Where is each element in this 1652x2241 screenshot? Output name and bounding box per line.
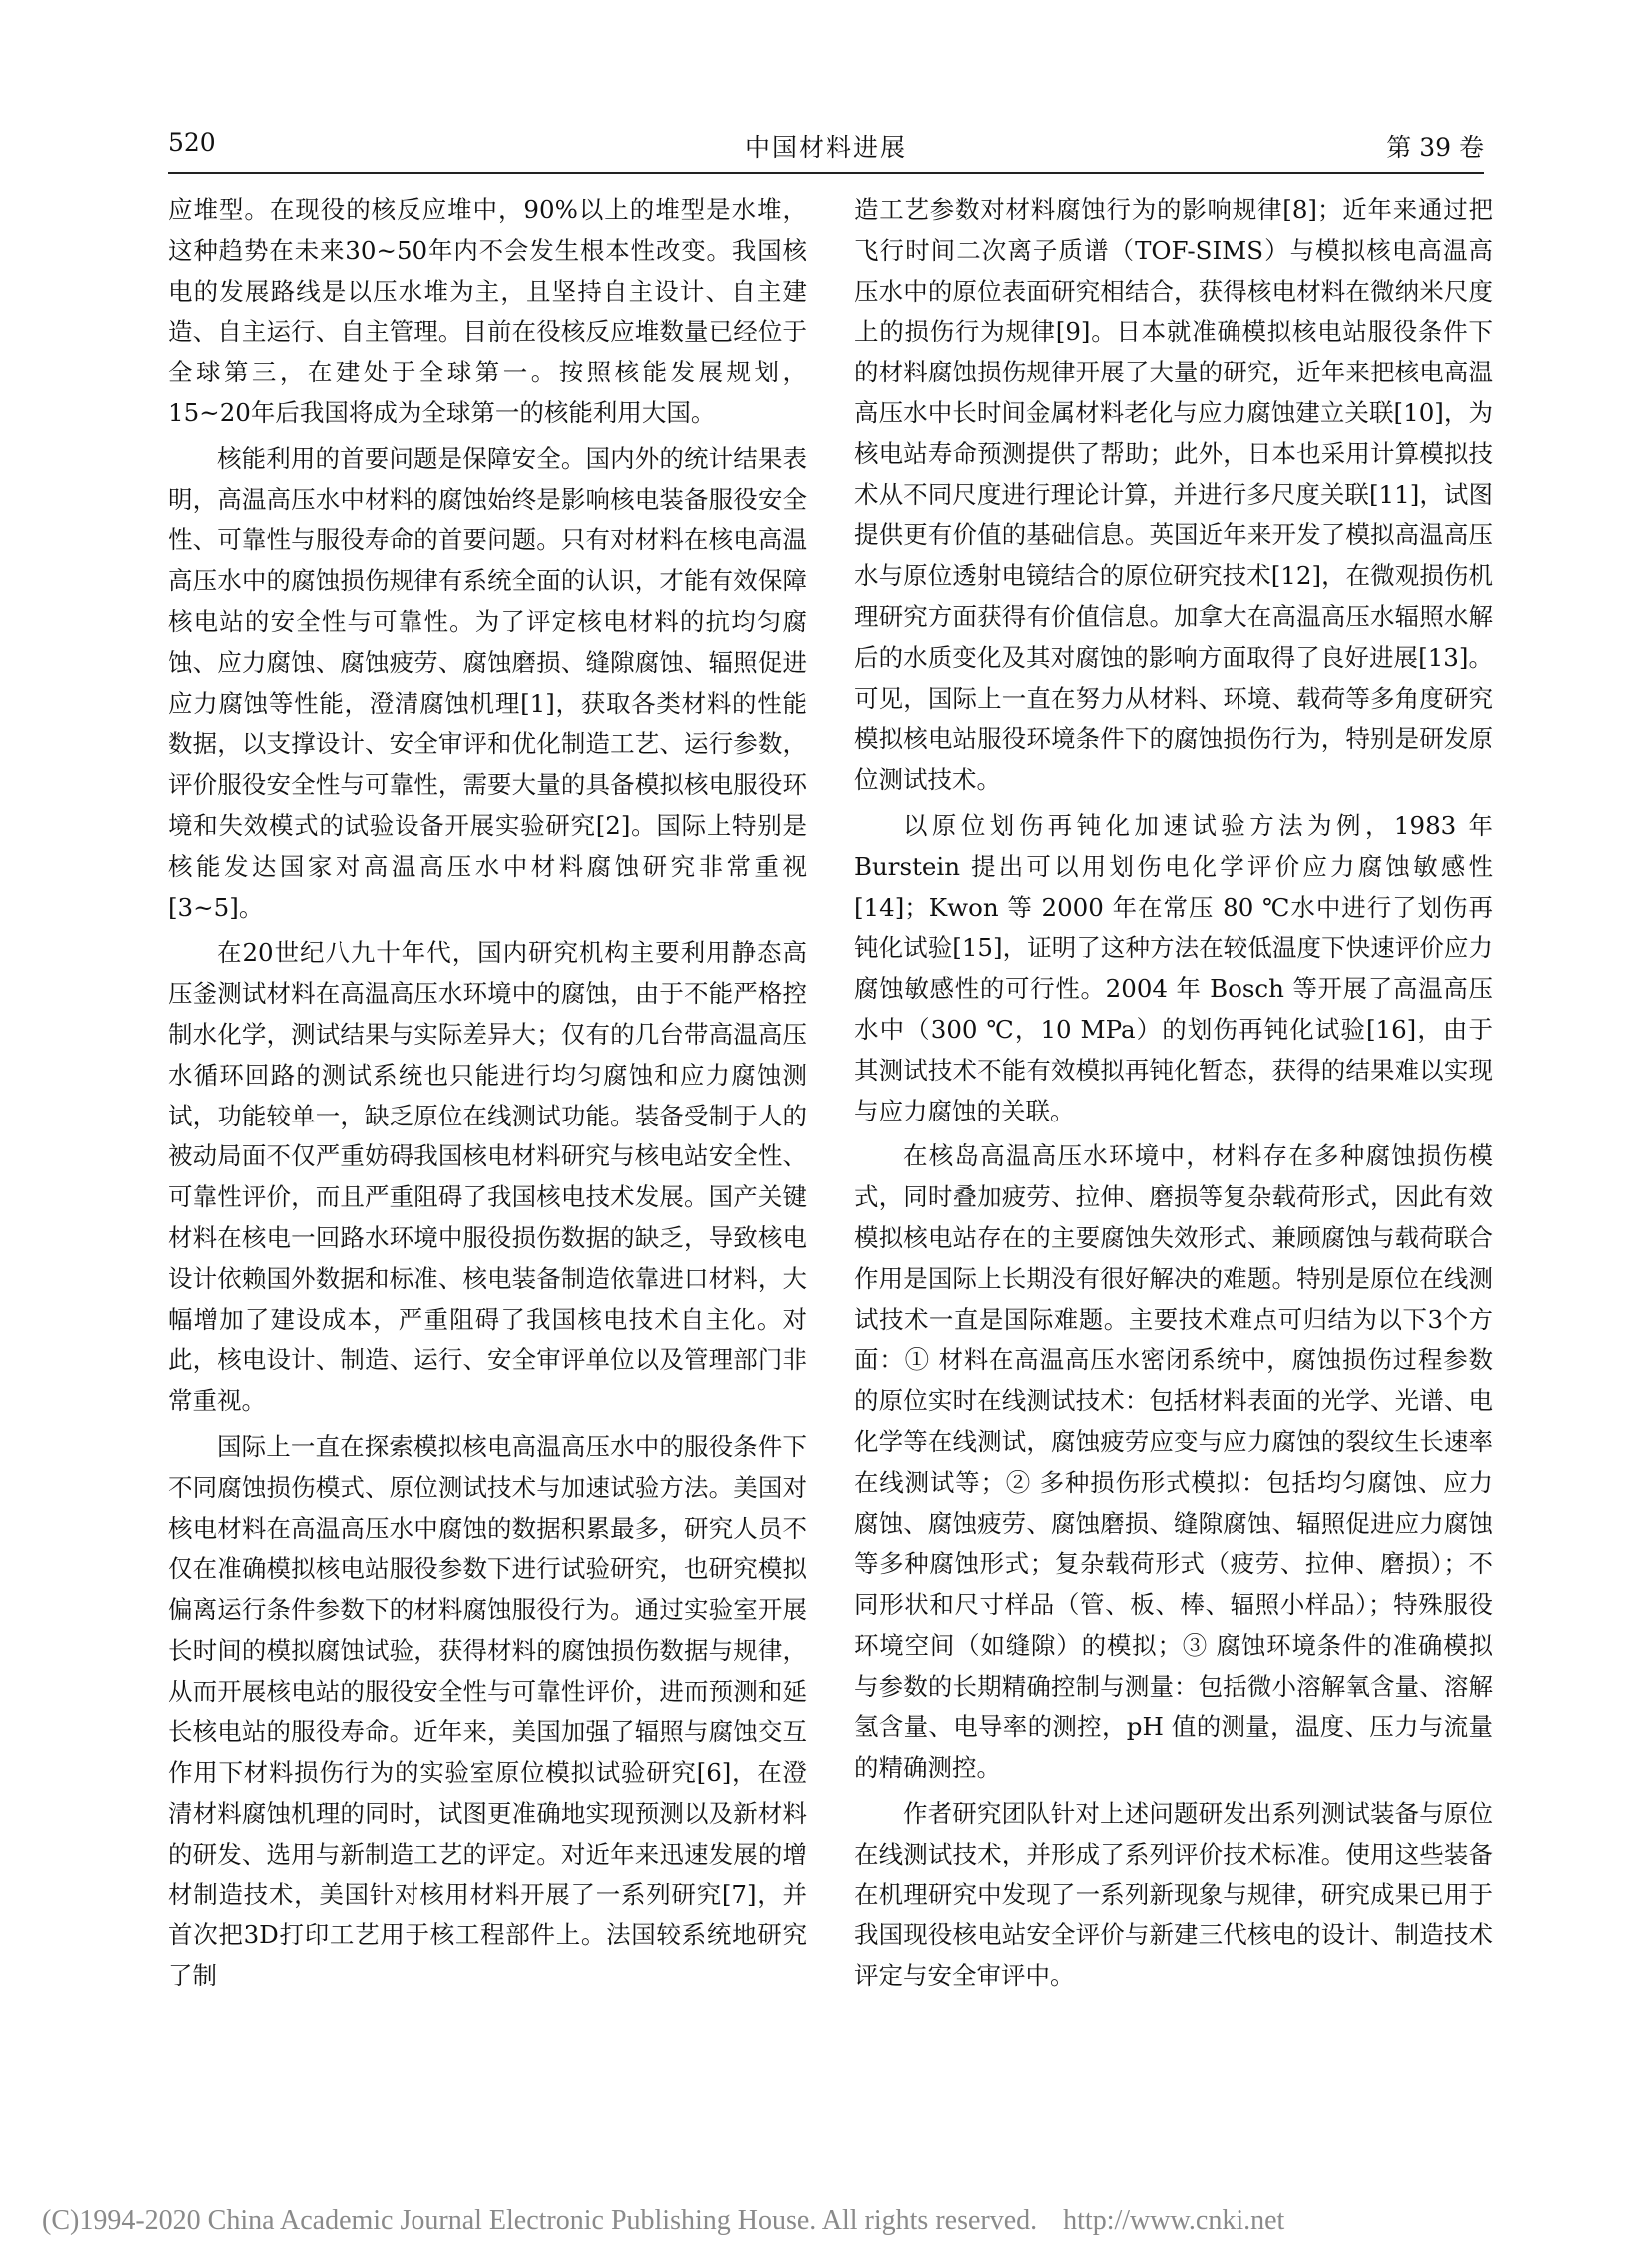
left-column <box>168 190 807 2002</box>
right-paragraph-1: 造工艺参数对材料腐蚀行为的影响规律[8]；近年来通过把飞行时间二次离子质谱（TOF-SIMS）与模拟核电高温高压水中的原位表面研究相结合，获得核电材料在微纳米尺度上的损伤行为规律[9]。日本就准确模拟核电站服役条件下的材料腐蚀损伤规律开展了大量的研究，近年来把核电高温高压水中长时间金属材料老化与应力腐蚀建立关联[10]，为核电站寿命预测提供了帮助；此外，日本也采用计算模拟技术从不同尺度进行理论计算，并进行多尺度关联[11]，试图提供更有价值的基础信息。英国近年来开发了模拟高温高压水与原位透射电镜结合的原位研究技术[12]，在微观损伤机理研究方面获得有价值信息。加拿大在高温高压水辐照水解后的水质变化及其对腐蚀的影响方面取得了良好进展[13]。可见，国际上一直在努力从材料、环境、载荷等多角度研究模拟核电站服役环境条件下的腐蚀损伤行为，特别是研发原位测试技术。 <box>854 195 1493 795</box>
running-header <box>168 128 1484 172</box>
copyright-footer <box>42 2205 1284 2237</box>
left-paragraph-2: 核能利用的首要问题是保障安全。国内外的统计结果表明，高温高压水中材料的腐蚀始终是影响核电装备服役安全性、可靠性与服役寿命的首要问题。只有对材料在核电高温高压水中的腐蚀损伤规律有系统全面的认识，才能有效保障核电站的安全性与可靠性。为了评定核电材料的抗均匀腐蚀、应力腐蚀、腐蚀疲劳、腐蚀磨损、缝隙腐蚀、辐照促进应力腐蚀等性能，澄清腐蚀机理[1]，获取各类材料的性能数据，以支撑设计、安全审评和优化制造工艺、运行参数，评价服役安全性与可靠性，需要大量的具备模拟核电服役环境和失效模式的试验设备开展实验研究[2]。国际上特别是核能发达国家对高温高压水中材料腐蚀研究非常重视[3~5]。 <box>168 443 807 922</box>
left-paragraph-3: 在20世纪八九十年代，国内研究机构主要利用静态高压釜测试材料在高温高压水环境中的腐蚀，由于不能严格控制水化学，测试结果与实际差异大；仅有的几台带高温高压水循环回路的测试系统也只能进行均匀腐蚀和应力腐蚀测试，功能较单一，缺乏原位在线测试功能。装备受制于人的被动局面不仅严重妨碍我国核电材料研究与核电站安全性、可靠性评价，而且严重阻碍了我国核电技术发展。国产关键材料在核电一回路水环境中服役损伤数据的缺乏，导致核电设计依赖国外数据和标准、核电装备制造依靠进口材料，大幅增加了建设成本，严重阻碍了我国核电技术自主化。对此，核电设计、制造、运行、安全审评单位以及管理部门非常重视。 <box>168 938 807 1416</box>
right-column <box>854 190 1493 2002</box>
copyright-text: (C)1994-2020 China Academic Journal Electronic Publishing House. All rights reserved. <box>42 2205 1038 2236</box>
volume-label: 第 39 卷 <box>1386 133 1484 162</box>
header-rule <box>168 172 1484 174</box>
right-paragraph-4: 作者研究团队针对上述问题研发出系列测试装备与原位在线测试技术，并形成了系列评价技术标准。使用这些装备在机理研究中发现了一系列新现象与规律，研究成果已用于我国现役核电站安全评价与新建三代核电的设计、制造技术评定与安全审评中。 <box>854 1799 1493 1991</box>
footer-url: http://www.cnki.net <box>1063 2205 1285 2236</box>
journal-title: 中国材料进展 <box>744 133 907 162</box>
page-number: 520 <box>168 128 216 157</box>
left-paragraph-4: 国际上一直在探索模拟核电高温高压水中的服役条件下不同腐蚀损伤模式、原位测试技术与加速试验方法。美国对核电材料在高温高压水中腐蚀的数据积累最多，研究人员不仅在准确模拟核电站服役参数下进行试验研究，也研究模拟偏离运行条件参数下的材料腐蚀服役行为。通过实验室开展长时间的模拟腐蚀试验，获得材料的腐蚀损伤数据与规律，从而开展核电站的服役安全性与可靠性评价，进而预测和延长核电站的服役寿命。近年来，美国加强了辐照与腐蚀交互作用下材料损伤行为的实验室原位模拟试验研究[6]，在澄清材料腐蚀机理的同时，试图更准确地实现预测以及新材料的研发、选用与新制造工艺的评定。对近年来迅速发展的增材制造技术，美国针对核用材料开展了一系列研究[7]，并首次把3D打印工艺用于核工程部件上。法国较系统地研究了制 <box>168 1431 807 1991</box>
left-paragraph-1: 应堆型。在现役的核反应堆中，90%以上的堆型是水堆，这种趋势在未来30~50年内不会发生根本性改变。我国核电的发展路线是以压水堆为主，且坚持自主设计、自主建造、自主运行、自主管理。目前在役核反应堆数量已经位于全球第三，在建处于全球第一。按照核能发展规划，15~20年后我国将成为全球第一的核能利用大国。 <box>168 195 807 427</box>
right-paragraph-2: 以原位划伤再钝化加速试验方法为例，1983 年Burstein 提出可以用划伤电化学评价应力腐蚀敏感性[14]；Kwon 等 2000 年在常压 80 ℃水中进行了划伤再钝化试验[15]，证明了这种方法在较低温度下快速评价应力腐蚀敏感性的可行性。2004 年 Bosch 等开展了高温高压水中（300 ℃，10 MPa）的划伤再钝化试验[16]，由于其测试技术不能有效模拟再钝化暂态，获得的结果难以实现与应力腐蚀的关联。 <box>854 810 1493 1125</box>
right-paragraph-3: 在核岛高温高压水环境中，材料存在多种腐蚀损伤模式，同时叠加疲劳、拉伸、磨损等复杂载荷形式，因此有效模拟核电站存在的主要腐蚀失效形式、兼顾腐蚀与载荷联合作用是国际上长期没有很好解决的难题。特别是原位在线测试技术一直是国际难题。主要技术难点可归结为以下3个方面：① 材料在高温高压水密闭系统中，腐蚀损伤过程参数的原位实时在线测试技术：包括材料表面的光学、光谱、电化学等在线测试，腐蚀疲劳应变与应力腐蚀的裂纹生长速率在线测试等；② 多种损伤形式模拟：包括均匀腐蚀、应力腐蚀、腐蚀疲劳、腐蚀磨损、缝隙腐蚀、辐照促进应力腐蚀等多种腐蚀形式；复杂载荷形式（疲劳、拉伸、磨损）；不同形状和尺寸样品（管、板、棒、辐照小样品）；特殊服役环境空间（如缝隙）的模拟；③ 腐蚀环境条件的准确模拟与参数的长期精确控制与测量：包括微小溶解氧含量、溶解氢含量、电导率的测控，pH 值的测量，温度、压力与流量的精确测控。 <box>854 1141 1493 1783</box>
